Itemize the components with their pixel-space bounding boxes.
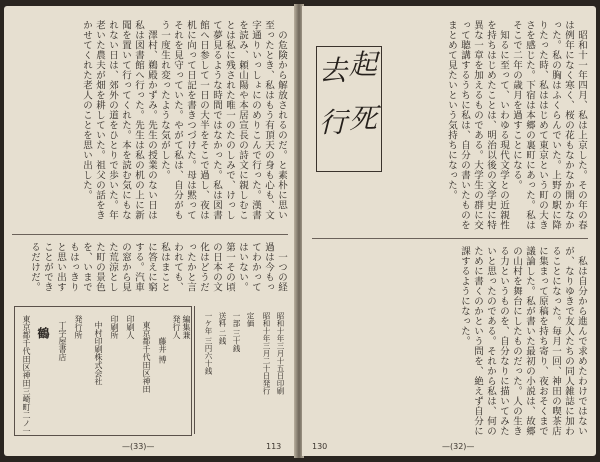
record-print-date: 昭和十年三月十五日印刷	[276, 312, 285, 395]
right-bottom-paragraph: 私は自分から進んで求めたわけではないが、なりゆきで友人たちの同人雑誌に加わることになった。毎月一回、神田の喫茶店に集まって原稿を持ち寄り、夜おそくまで議論した。私が書いた最初の小説は、故郷の山村を舞台にしたものだった。人の生きる力というものを、自分なりに描いてみたいと思ったのである。それから私は、何のために書くのかという問を、絶えず自分に課するようになった。	[459, 246, 587, 436]
left-bottom-paragraph: 一つの経過は今もってわかってはいない。第一その頃の日本の文化はどうだったかと言われても、私はまことに答えに窮する。汽車の窓から見た荒涼とした町の景色を、いまでもはっきりと思い出すことができるだけだ。	[29, 242, 287, 292]
left-top-paragraph-2: 澤村、鵜殿かずみ。先生の授業のない日は私は図書館へ行った。先生は私の机の上に新聞を置いて行ってくれた。本を読む気にもなれない日は、郊外の道をひとりで歩いた。年老いた農夫が畑を耕していた。祖父の話をきかせてくれた老人のことを思い出した。	[81, 20, 157, 220]
publication-record	[194, 306, 291, 434]
colophon-box	[14, 306, 192, 436]
colophon-label-printshop: 印刷所	[110, 315, 119, 339]
colophon-printer: 中村印刷株式会社	[94, 321, 103, 385]
right-folio-page: 130	[312, 442, 328, 451]
left-top-paragraph-1: の危険から解放されるのだ。と素朴に思い至ったとき、私はもう有頂天の身も心も、文字通りいっしょにのめりこんで行った。漢書を読み、頼山陽や本居宣長の詩文に親しむことは私に残された唯一のたのしみで、けっして夢見るような時間ではなかった。私は図書館へ日参して一日の大半をそこで過し、夜は机に向って日記を書きつづけた。母は黙ってそれを見守っていた。やがて私は、自分がもう一度生れ変ったような気がした。	[159, 20, 287, 220]
colophon-house-name: 鶴	[36, 327, 50, 341]
left-bottom-text-block	[12, 242, 288, 300]
left-section-rule	[12, 234, 288, 235]
title-char-2: 死	[349, 102, 378, 135]
colophon-label-printer: 印刷人	[126, 315, 135, 339]
record-issue-date: 昭和十年三月二十日発行	[262, 312, 271, 395]
colophon-label-house: 発行所	[74, 315, 83, 339]
right-top-text-block	[390, 20, 588, 232]
right-bottom-text-block	[312, 246, 588, 436]
right-top-paragraph-2: 知るに至って、いわゆる現代文学との近親性を持ちはじめたことは、明治以後の文学史に特異な一章を加えるものである。大学生の群に交って聴講するうちに私は、自分の書いたものをまとめて見たいという気持ちになった。	[446, 20, 509, 230]
record-subscription: 一ケ年 三円六十銭	[204, 312, 213, 375]
record-postage: 送料 二銭	[218, 312, 227, 345]
right-page	[302, 6, 596, 456]
colophon-label-publisher: 発行人	[172, 315, 181, 339]
title-char-4: 去	[319, 54, 348, 87]
colophon-address: 東京都千代田区神田三崎町二ノ一	[22, 315, 31, 435]
left-folio-issue: —(33)—	[122, 442, 155, 451]
colophon-label-editor: 編集兼	[182, 315, 191, 339]
record-price-label: 定価	[246, 312, 255, 327]
colophon-publisher: 東京都千代田区神田	[142, 321, 151, 393]
right-section-rule	[312, 238, 588, 239]
left-top-text-block	[12, 20, 288, 226]
title-char-1: 起	[349, 48, 378, 81]
colophon-house-sub: 丁字屋書店	[58, 321, 67, 361]
record-price-single: 一部 三十銭	[232, 312, 241, 352]
left-folio-page: 113	[266, 442, 282, 451]
left-page	[4, 6, 296, 456]
right-top-paragraph-1: 昭和十一年四月、私は上京した。その年の春は例年になく寒く、桜の花もなかなか開かなかった。私の胸はふくらんでいた。上野の駅に降りたった時、私ははじめて東京という町の大きさを感じた。下宿は本郷の裏町にあった。私はそこで二年の歳月を過すことになる。	[511, 20, 587, 230]
right-folio-issue: —(32)—	[442, 442, 475, 451]
title-char-3: 行	[319, 106, 348, 139]
colophon-editor: 藤井 博	[158, 337, 167, 364]
article-title-box	[316, 46, 382, 172]
